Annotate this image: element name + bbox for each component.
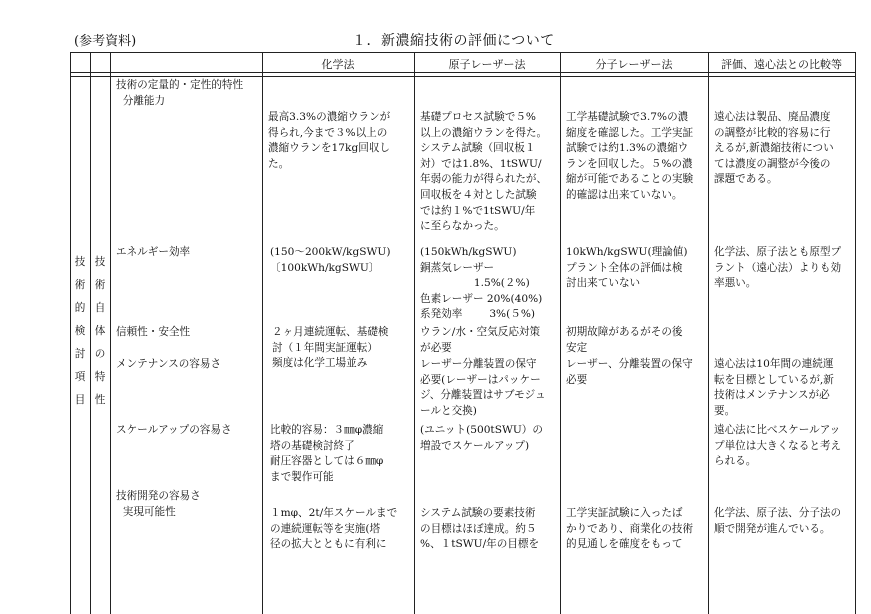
side-label-outer-char: 項 [74, 371, 86, 383]
side-label-inner-char: の [94, 348, 106, 360]
cell-atomic-maintenance: レーザー分離装置の保守 必要(レーザーはパッケー ジ、分離装置はサブモジュ ールと交換) [420, 358, 546, 417]
side-label-outer-char: 討 [74, 348, 86, 360]
row-label-development: 技術開発の容易さ 実現可能性 [116, 490, 201, 518]
side-label-inner-char: 体 [94, 325, 106, 337]
side-label-outer-char: 技 [74, 256, 86, 268]
cell-molecular-maintenance: レーザー、分離装置の保守 必要 [566, 358, 693, 386]
page-title: １．新濃縮技術の評価について [352, 33, 555, 49]
table-left-border [70, 52, 71, 614]
side-label-inner-char: 術 [94, 279, 106, 291]
cell-eval-energy: 化学法、原子法とも原型プ ラント（遠心法）よりも効 率悪い。 [714, 246, 842, 290]
side-label-outer-char: 的 [74, 302, 86, 314]
cell-chemical-energy: (150～200kW/kgSWU) 〔100kWh/kgSWU〕 [270, 246, 391, 274]
col-divider-2 [110, 52, 111, 614]
header-row-border [70, 72, 856, 73]
row-label-scaleup: スケールアップの容易さ [116, 424, 232, 436]
cell-eval-development: 化学法、原子法、分子法の 順で開発が進んでいる。 [714, 507, 842, 535]
cell-eval-separation: 遠心法は製品、廃品濃度 の調整が比較的容易に行 えるが,新濃縮技術につい ては濃度の調整が今後の 課題である。 [714, 111, 834, 186]
cell-chemical-reliability: ２ヶ月連続運転、基礎検 討（１年間実証運転） 頻度は化学工場並み [272, 326, 389, 370]
cell-atomic-energy: (150kWh/kgSWU) 銅蒸気レーザー 1.5%(２%) 色素レーザー 20%(40%) 系発効率 3%(５%) [420, 246, 543, 321]
row-label-energy: エネルギー効率 [116, 246, 191, 258]
row-label-separation: 技術の定量的・定性的特性 分離能力 [116, 79, 244, 107]
col-divider-4 [414, 52, 415, 614]
side-label-inner-char: 性 [94, 394, 106, 406]
header-row-border-double [70, 76, 856, 77]
cell-molecular-reliability: 初期故障があるがその後 安定 [566, 326, 683, 354]
cell-chemical-development: １mφ、2t/年スケールまで の連続運転等を実施(塔 径の拡大とともに有利に [270, 507, 398, 551]
cell-atomic-development: システム試験の要素技術 の目標はほぼ達成。約５ %、１tSWU/年の目標を [420, 507, 540, 551]
cell-atomic-scaleup: (ユニット(500tSWU）の 増設でスケールアップ) [420, 424, 543, 452]
row-label-reliability: 信頼性・安全性 [116, 326, 191, 338]
table-top-border [70, 52, 856, 53]
col-header-atomic-laser: 原子レーザー法 [448, 58, 526, 71]
cell-chemical-scaleup: 比較的容易：３㎜φ濃縮 塔の基礎検討終了 耐圧容器としては６㎜φ まで製作可能 [270, 424, 384, 483]
col-divider-5 [560, 52, 561, 614]
col-header-molecular-laser: 分子レーザー法 [595, 58, 673, 71]
cell-eval-scaleup: 遠心法に比べスケールアッ プ単位は大きくなると考え られる。 [714, 424, 842, 468]
col-divider-1 [90, 52, 91, 614]
cell-chemical-separation: 最高3.3%の濃縮ウランが 得られ,今まで３%以上の 濃縮ウランを17kg回収し た。 [268, 111, 391, 170]
col-divider-6 [708, 52, 709, 614]
row-label-maintenance: メンテナンスの容易さ [116, 358, 222, 370]
side-label-outer-char: 検 [74, 325, 86, 337]
cell-molecular-energy: 10kWh/kgSWU(理論値) プラント全体の評価は検 討出来ていない [566, 246, 688, 290]
side-label-outer-char: 目 [74, 394, 86, 406]
col-divider-3 [262, 52, 263, 614]
col-header-evaluation: 評価、遠心法との比較等 [721, 58, 842, 71]
cell-atomic-reliability: ウラン/水・空気反応対策 が必要 [420, 326, 541, 354]
cell-eval-maintenance: 遠心法は10年間の連続運 転を目標としているが,新 技術はメンテナンスが必 要。 [714, 358, 834, 417]
side-label-inner-char: 自 [94, 302, 106, 314]
side-label-outer-char: 術 [74, 279, 86, 291]
cell-atomic-separation: 基礎プロセス試験で５% 以上の濃縮ウランを得た。 システム試験（回収板１ 対）では1.8%、1tSWU/ 年弱の能力が得られたが、 回収板を４対とした試験 では約１%で1tSWU/年 に至らなかった。 [420, 111, 548, 233]
table-right-border [855, 52, 856, 614]
cell-molecular-development: 工学実証試験に入ったば かりであり、商業化の技術 的見通しを確度をもって [566, 507, 694, 551]
side-label-inner-char: 技 [94, 256, 106, 268]
cell-molecular-separation: 工学基礎試験で3.7%の濃 縮度を確認した。工学実証 試験では約1.3%の濃縮ウ ランを回収した。５%の濃 縮が可能であることの実験 的確認は出来ていない。 [566, 111, 694, 201]
header-left: (参考資料) [74, 34, 137, 49]
col-header-chemical: 化学法 [321, 58, 355, 71]
side-label-inner-char: 特 [94, 371, 106, 383]
